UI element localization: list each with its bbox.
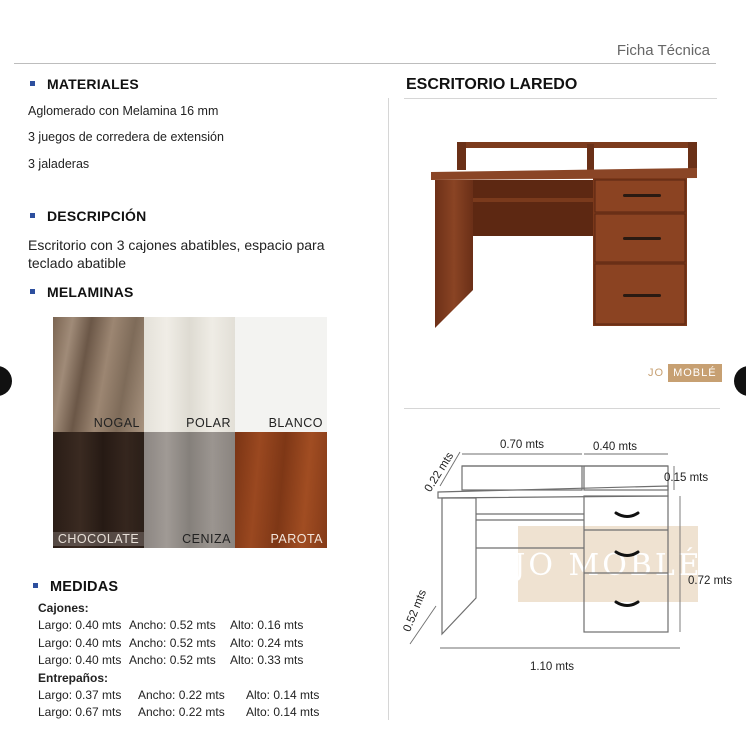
ancho-value: Ancho: 0.22 mts xyxy=(138,687,225,702)
dim-label-040: 0.40 mts xyxy=(592,441,638,453)
medidas-heading-text: MEDIDAS xyxy=(50,579,119,595)
largo-value: Largo: 0.40 mts xyxy=(38,618,122,632)
bullet-icon xyxy=(30,289,35,294)
logo-moble: MOBLÉ xyxy=(668,364,722,382)
page-title: Ficha Técnica xyxy=(616,42,710,59)
entrepanos-label: Entrepaños: xyxy=(38,670,109,685)
swatch-nogal[interactable] xyxy=(53,317,144,432)
swatch-chocolate[interactable] xyxy=(53,432,144,548)
materiales-heading-text: MATERIALES xyxy=(47,76,139,92)
medidas-heading xyxy=(33,579,118,595)
descripcion-heading-text: DESCRIPCIÓN xyxy=(47,208,147,224)
ancho-value: Ancho: 0.52 mts xyxy=(129,635,216,650)
swatch-label: CENIZA xyxy=(182,532,231,546)
dim-label-022: 0.22 mts xyxy=(422,450,457,495)
alto-value: Alto: 0.14 mts xyxy=(246,705,320,719)
dim-label-110: 1.10 mts xyxy=(529,661,575,673)
ancho-value: Ancho: 0.22 mts xyxy=(138,705,225,719)
materiales-item: 3 jaladeras xyxy=(28,157,90,171)
alto-value: Alto: 0.16 mts xyxy=(230,618,304,632)
previous-arrow-icon[interactable] xyxy=(0,366,12,396)
alto-value: Alto: 0.24 mts xyxy=(230,635,304,650)
dimension-diagram xyxy=(396,430,746,680)
cajon-row xyxy=(38,652,319,670)
largo-value: Largo: 0.40 mts xyxy=(38,653,122,667)
swatch-label: PAROTA xyxy=(270,532,323,546)
dim-label-070: 0.70 mts xyxy=(499,439,545,451)
photo-divider xyxy=(404,408,720,409)
product-title: ESCRITORIO LAREDO xyxy=(406,76,578,93)
column-divider xyxy=(388,98,389,720)
entrepano-row xyxy=(38,687,319,705)
dim-label-052: 0.52 mts xyxy=(401,588,430,634)
ancho-value: Ancho: 0.52 mts xyxy=(129,618,216,632)
entrepano-row xyxy=(38,704,319,722)
descripcion-text: Escritorio con 3 cajones abatibles, espacio para teclado abatible xyxy=(28,237,325,271)
largo-value: Largo: 0.37 mts xyxy=(38,687,122,702)
dim-label-015: 0.15 mts xyxy=(664,472,709,484)
materiales-item: Aglomerado con Melamina 16 mm xyxy=(28,104,219,118)
descripcion-heading xyxy=(30,208,146,224)
cajones-label: Cajones: xyxy=(38,601,89,615)
product-photo xyxy=(425,140,705,332)
swatch-label: CHOCOLATE xyxy=(53,532,144,546)
swatch-label: BLANCO xyxy=(268,416,323,430)
melamine-swatch-grid xyxy=(53,317,327,548)
bullet-icon xyxy=(30,81,35,86)
dim-label-072: 0.72 mts xyxy=(688,575,733,587)
swatch-label: POLAR xyxy=(186,416,231,430)
next-arrow-icon[interactable] xyxy=(734,366,746,396)
melaminas-heading xyxy=(30,284,134,300)
alto-value: Alto: 0.33 mts xyxy=(230,653,304,667)
cajon-row xyxy=(38,635,319,653)
largo-value: Largo: 0.40 mts xyxy=(38,635,122,650)
largo-value: Largo: 0.67 mts xyxy=(38,705,122,719)
bullet-icon xyxy=(33,583,38,588)
brand-logo xyxy=(646,364,722,382)
swatch-ceniza[interactable] xyxy=(144,432,235,548)
swatch-polar[interactable] xyxy=(144,317,235,432)
product-title-divider xyxy=(404,98,717,99)
ancho-value: Ancho: 0.52 mts xyxy=(129,653,216,667)
alto-value: Alto: 0.14 mts xyxy=(246,687,320,702)
logo-jo: JO xyxy=(648,367,665,379)
swatch-blanco[interactable] xyxy=(235,317,327,432)
medidas-block xyxy=(38,600,319,722)
materiales-item: 3 juegos de corredera de extensión xyxy=(28,130,224,144)
watermark-text: JO MOBLÉ xyxy=(513,548,703,583)
melaminas-heading-text: MELAMINAS xyxy=(47,284,134,300)
bullet-icon xyxy=(30,213,35,218)
materiales-heading xyxy=(30,76,139,92)
cajon-row xyxy=(38,617,319,635)
header-divider xyxy=(14,63,716,64)
swatch-parota[interactable] xyxy=(235,432,327,548)
swatch-label: NOGAL xyxy=(93,416,140,430)
